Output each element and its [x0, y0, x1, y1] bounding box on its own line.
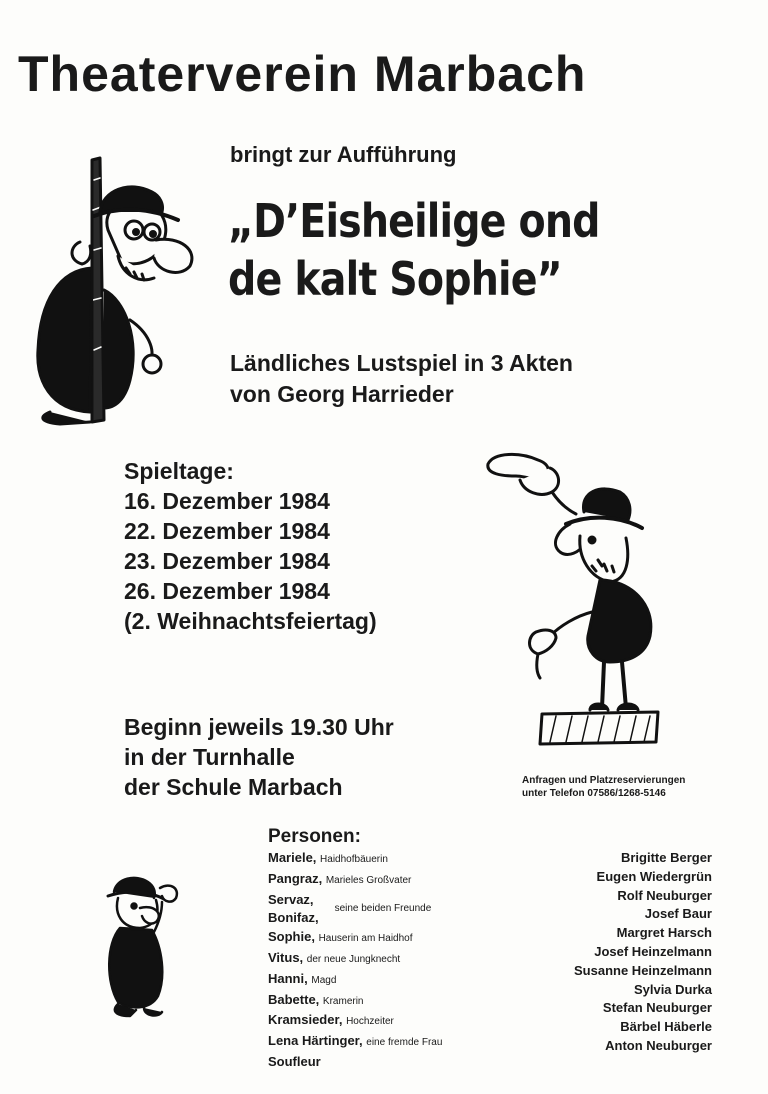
role-row	[268, 928, 442, 949]
poster-title: Theaterverein Marbach	[18, 46, 587, 102]
schedule-date: 23. Dezember 1984	[124, 548, 330, 574]
peeking-man-cartoon	[30, 150, 210, 432]
role-desc: Hauserin am Haidhof	[318, 933, 413, 945]
role-desc: eine fremde Frau	[366, 1037, 443, 1049]
role-desc: seine beiden Freunde	[334, 902, 432, 914]
actor-name: Sylvia Durka	[633, 981, 712, 997]
venue-info	[124, 712, 394, 802]
schedule-date: 22. Dezember 1984	[124, 518, 330, 544]
role-desc: der neue Jungknecht	[306, 953, 401, 965]
venue-line-3: der Schule Marbach	[124, 774, 343, 800]
role-row	[268, 949, 442, 970]
role-row	[268, 1053, 442, 1072]
role-name: Lena Härtinger,	[268, 1033, 363, 1049]
intro-line: bringt zur Aufführung	[230, 142, 457, 167]
schedule-date: 16. Dezember 1984	[124, 488, 330, 514]
role-name: Hanni,	[268, 970, 308, 986]
cast-actors	[574, 849, 712, 1056]
small-man-cartoon	[100, 870, 190, 1020]
schedule-note: (2. Weihnachtsfeiertag)	[124, 608, 377, 634]
play-title-line-1: „D’Eisheilige ond	[228, 194, 600, 248]
actor-name: Brigitte Berger	[620, 850, 712, 865]
role-name: Bonifaz,	[268, 910, 319, 926]
role-row	[268, 1011, 442, 1032]
role-name: Soufleur	[268, 1053, 321, 1069]
subtitle-line-1: Ländliches Lustspiel in 3 Akten	[230, 350, 573, 376]
cast-label: Personen:	[268, 826, 361, 847]
role-desc: Magd	[311, 974, 337, 986]
schedule-label: Spieltage:	[124, 458, 234, 484]
contact-info	[522, 774, 685, 800]
play-title-line-2: de kalt Sophie”	[228, 252, 562, 306]
actor-name: Josef Baur	[644, 906, 712, 922]
schedule-date: 26. Dezember 1984	[124, 578, 330, 604]
pointing-man-cartoon	[480, 440, 670, 750]
schedule	[124, 456, 377, 636]
play-subtitle	[230, 348, 573, 410]
actor-name: Bärbel Häberle	[620, 1019, 712, 1035]
venue-line-2: in der Turnhalle	[124, 744, 295, 770]
actor-name: Josef Heinzelmann	[594, 943, 712, 959]
role-row	[268, 870, 442, 891]
role-name: Servaz,	[268, 891, 314, 907]
role-name: Sophie,	[268, 929, 315, 945]
role-row	[268, 970, 442, 991]
actor-name: Susanne Heinzelmann	[574, 962, 712, 978]
contact-line-2: unter Telefon 07586/1268-5146	[522, 788, 666, 799]
role-desc: Marieles Großvater	[325, 874, 412, 886]
actor-name: Rolf Neuburger	[617, 887, 712, 903]
role-name: Vitus,	[268, 949, 304, 965]
role-name: Babette,	[268, 991, 320, 1007]
role-desc: Kramerin	[322, 995, 364, 1007]
venue-line-1: Beginn jeweils 19.30 Uhr	[124, 714, 394, 740]
role-row	[268, 991, 442, 1012]
role-desc: Haidhofbäuerin	[320, 854, 388, 865]
play-title	[228, 192, 600, 308]
contact-line-1: Anfragen und Platzreservierungen	[522, 775, 686, 786]
actor-name: Eugen Wiedergrün	[596, 868, 712, 884]
actor-name: Stefan Neuburger	[602, 1000, 712, 1016]
role-name: Pangraz,	[268, 870, 323, 886]
role-pair	[268, 891, 442, 929]
actor-name: Margret Harsch	[616, 925, 712, 941]
cast-roles	[268, 849, 442, 1072]
role-name: Kramsieder,	[268, 1012, 343, 1028]
role-row	[268, 1032, 442, 1053]
subtitle-line-2: von Georg Harrieder	[230, 381, 454, 407]
actor-name: Anton Neuburger	[605, 1037, 712, 1053]
role-name: Mariele,	[268, 850, 317, 865]
role-desc: Hochzeiter	[346, 1016, 394, 1028]
role-row	[268, 849, 442, 870]
